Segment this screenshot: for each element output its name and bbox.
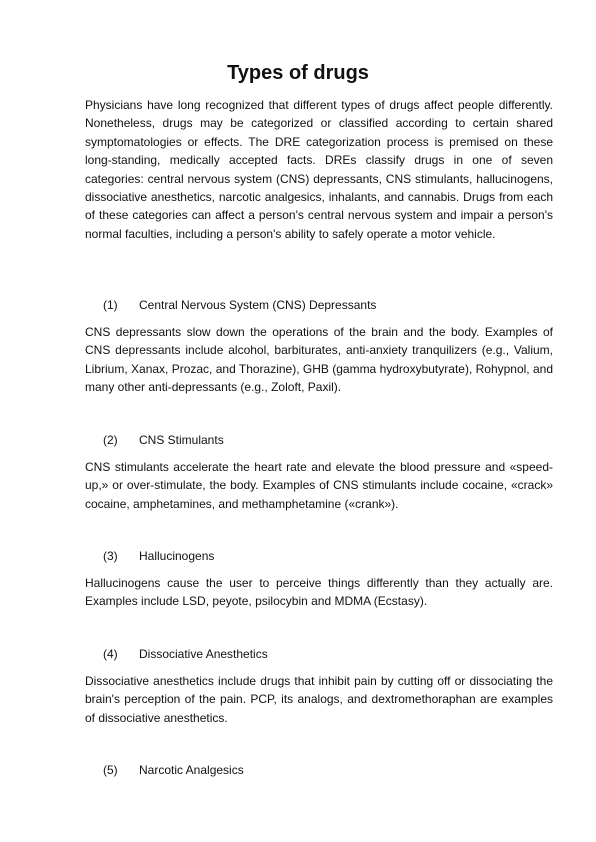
section-number: (4) xyxy=(103,647,118,661)
section-title: Dissociative Anesthetics xyxy=(139,647,268,661)
section-heading-cns-depressants xyxy=(103,296,376,314)
section-heading-cns-stimulants xyxy=(103,431,224,449)
section-title: Central Nervous System (CNS) Depressants xyxy=(139,298,377,312)
section-title: Hallucinogens xyxy=(139,549,215,563)
section-heading-narcotic-analgesics xyxy=(103,761,244,779)
section-body-cns-depressants: CNS depressants slow down the operations of the brain and the body. Examples of CNS depressants include alcohol, barbiturates, anti-anxiety tranquilizers (e.g., Valium, Librium, Xanax, Prozac, and Thorazine), GHB (gamma hydroxybutyrate), Rohypnol, and many other anti-depressants (e.g., Zoloft, Paxil). xyxy=(85,325,553,395)
section-number: (3) xyxy=(103,549,118,563)
intro-paragraph: Physicians have long recognized that different types of drugs affect people differently. Nonetheless, drugs may be categorized or classified according to certain shared symptomatologies or effects. The DRE categorization process is premised on these long-standing, medically accepted facts. DREs classify drugs in one of seven categories: central nervous system (CNS) depressants, CNS stimulants, hallucinogens, dissociative anesthetics, narcotic analgesics, inhalants, and cannabis. Drugs from each of these categories can affect a person's central nervous system and impair a person's normal faculties, including a person's ability to safely operate a motor vehicle. xyxy=(85,98,553,241)
section-heading-dissociative-anesthetics xyxy=(103,645,268,663)
section-number: (2) xyxy=(103,433,118,447)
page-title: Types of drugs xyxy=(227,62,369,84)
section-number: (1) xyxy=(103,298,118,312)
section-title: Narcotic Analgesics xyxy=(139,763,244,777)
section-body-dissociative-anesthetics: Dissociative anesthetics include drugs that inhibit pain by cutting off or dissociating the brain's perception of the pain. PCP, its analogs, and dextromethoraphan are examples of dissociative anesthetics. xyxy=(85,674,553,725)
section-title: CNS Stimulants xyxy=(139,433,224,447)
section-heading-hallucinogens xyxy=(103,547,214,565)
section-body-cns-stimulants: CNS stimulants accelerate the heart rate and elevate the blood pressure and «speed-up,» or over-stimulate, the body. Examples of CNS stimulants include cocaine, «crack» cocaine, amphetamines, and methamphetamine («crank»). xyxy=(85,460,553,511)
section-body-hallucinogens: Hallucinogens cause the user to perceive things differently than they actually are. Examples include LSD, peyote, psilocybin and MDMA (Ecstasy). xyxy=(85,576,553,609)
section-number: (5) xyxy=(103,763,118,777)
